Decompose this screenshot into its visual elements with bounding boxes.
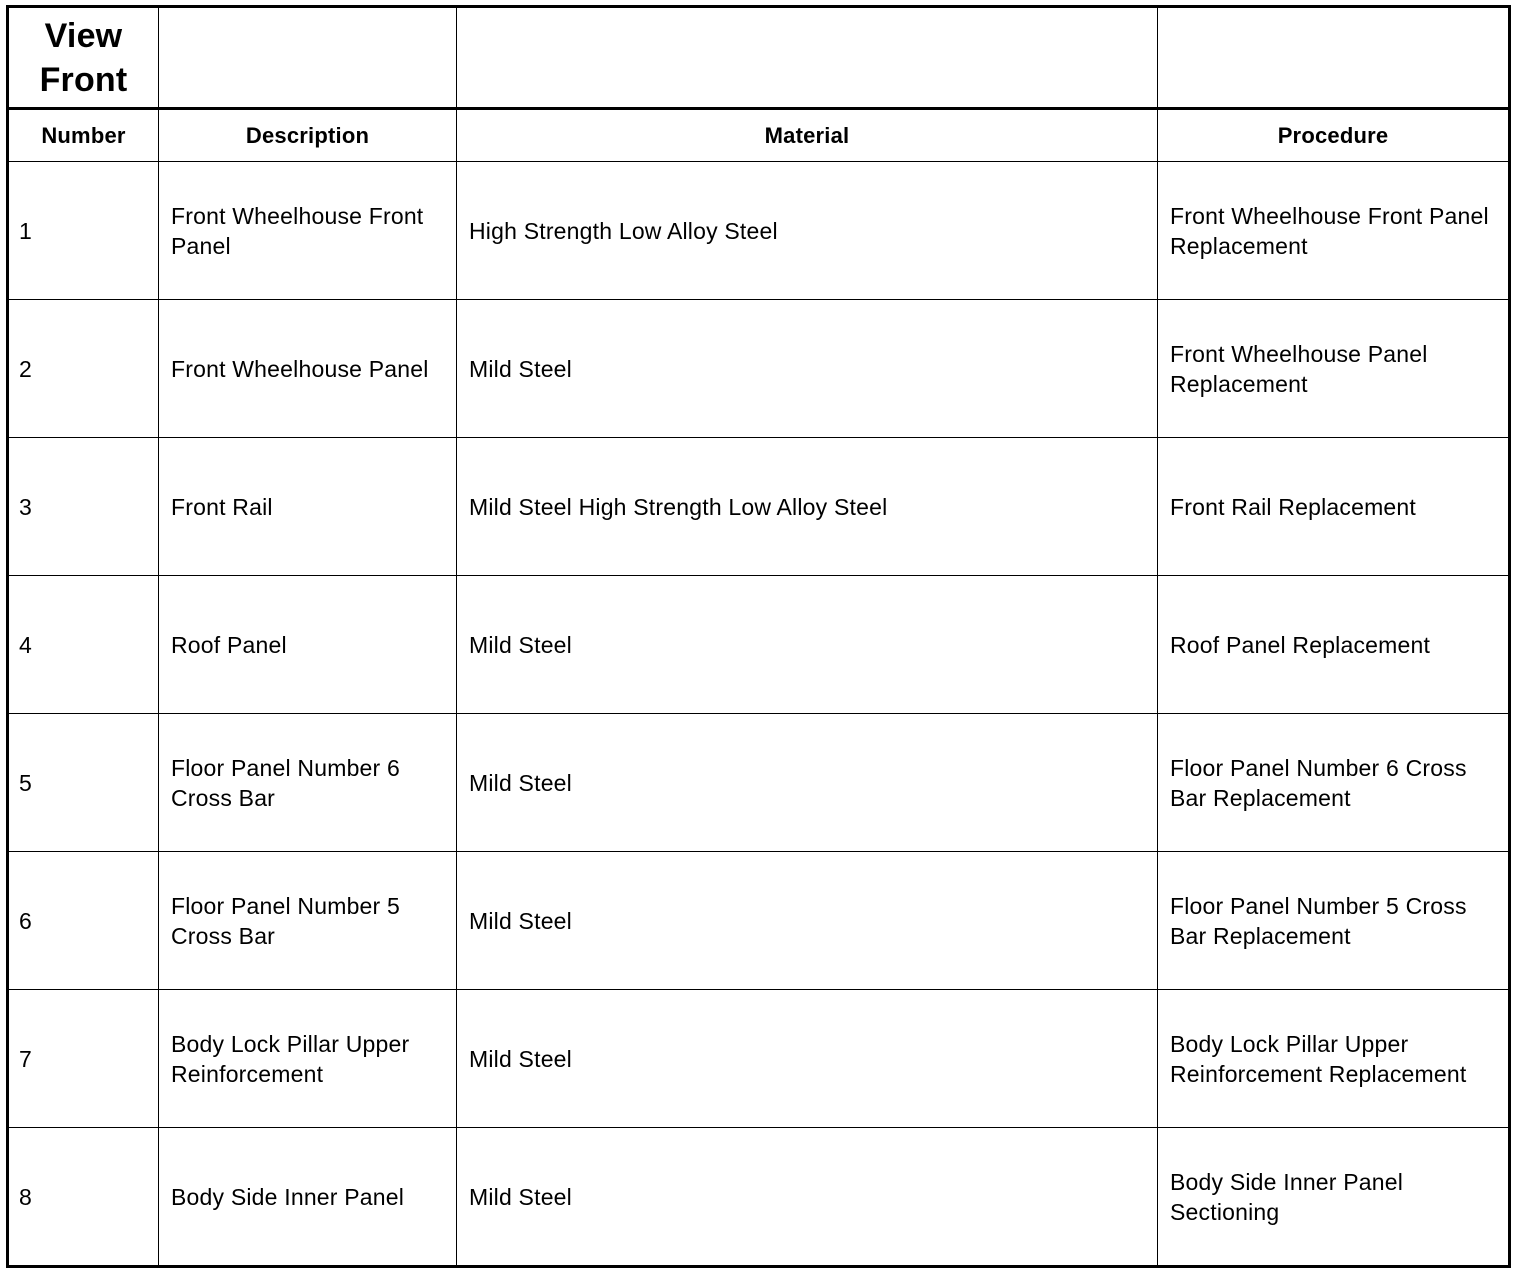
view-title [8,7,159,109]
view-row [8,7,1510,109]
row-description: Floor Panel Number 5 Cross Bar [159,852,457,990]
view-title-text: View Front [39,16,128,99]
row-description: Roof Panel [159,576,457,714]
header-row [8,109,1510,162]
row-number: 6 [8,852,159,990]
row-procedure: Body Lock Pillar Upper Reinforcement Replacement [1158,990,1510,1128]
table-row [8,300,1510,438]
procedure-header: Procedure [1158,109,1510,162]
description-header: Description [159,109,457,162]
row-procedure: Body Side Inner Panel Sectioning [1158,1128,1510,1267]
table-row [8,990,1510,1128]
empty-cell [159,7,457,109]
row-procedure: Front Rail Replacement [1158,438,1510,576]
row-description: Front Wheelhouse Panel [159,300,457,438]
row-description: Body Side Inner Panel [159,1128,457,1267]
row-material: High Strength Low Alloy Steel [457,162,1158,300]
row-material: Mild Steel [457,990,1158,1128]
row-number: 2 [8,300,159,438]
row-procedure: Front Wheelhouse Front Panel Replacement [1158,162,1510,300]
row-procedure: Roof Panel Replacement [1158,576,1510,714]
row-procedure: Floor Panel Number 5 Cross Bar Replacement [1158,852,1510,990]
row-number: 1 [8,162,159,300]
row-description: Front Rail [159,438,457,576]
row-material: Mild Steel [457,852,1158,990]
row-number: 5 [8,714,159,852]
table-row [8,1128,1510,1267]
row-number: 3 [8,438,159,576]
row-material: Mild Steel [457,714,1158,852]
row-description: Body Lock Pillar Upper Reinforcement [159,990,457,1128]
row-number: 8 [8,1128,159,1267]
empty-cell [1158,7,1510,109]
material-header: Material [457,109,1158,162]
empty-cell [457,7,1158,109]
table-row [8,576,1510,714]
row-number: 7 [8,990,159,1128]
number-header: Number [8,109,159,162]
parts-table [6,5,1511,1268]
row-material: Mild Steel High Strength Low Alloy Steel [457,438,1158,576]
row-procedure: Floor Panel Number 6 Cross Bar Replacement [1158,714,1510,852]
table-row [8,714,1510,852]
table-row [8,162,1510,300]
row-description: Front Wheelhouse Front Panel [159,162,457,300]
row-procedure: Front Wheelhouse Panel Replacement [1158,300,1510,438]
row-material: Mild Steel [457,576,1158,714]
table-row [8,852,1510,990]
row-description: Floor Panel Number 6 Cross Bar [159,714,457,852]
row-material: Mild Steel [457,1128,1158,1267]
row-material: Mild Steel [457,300,1158,438]
table-row [8,438,1510,576]
row-number: 4 [8,576,159,714]
